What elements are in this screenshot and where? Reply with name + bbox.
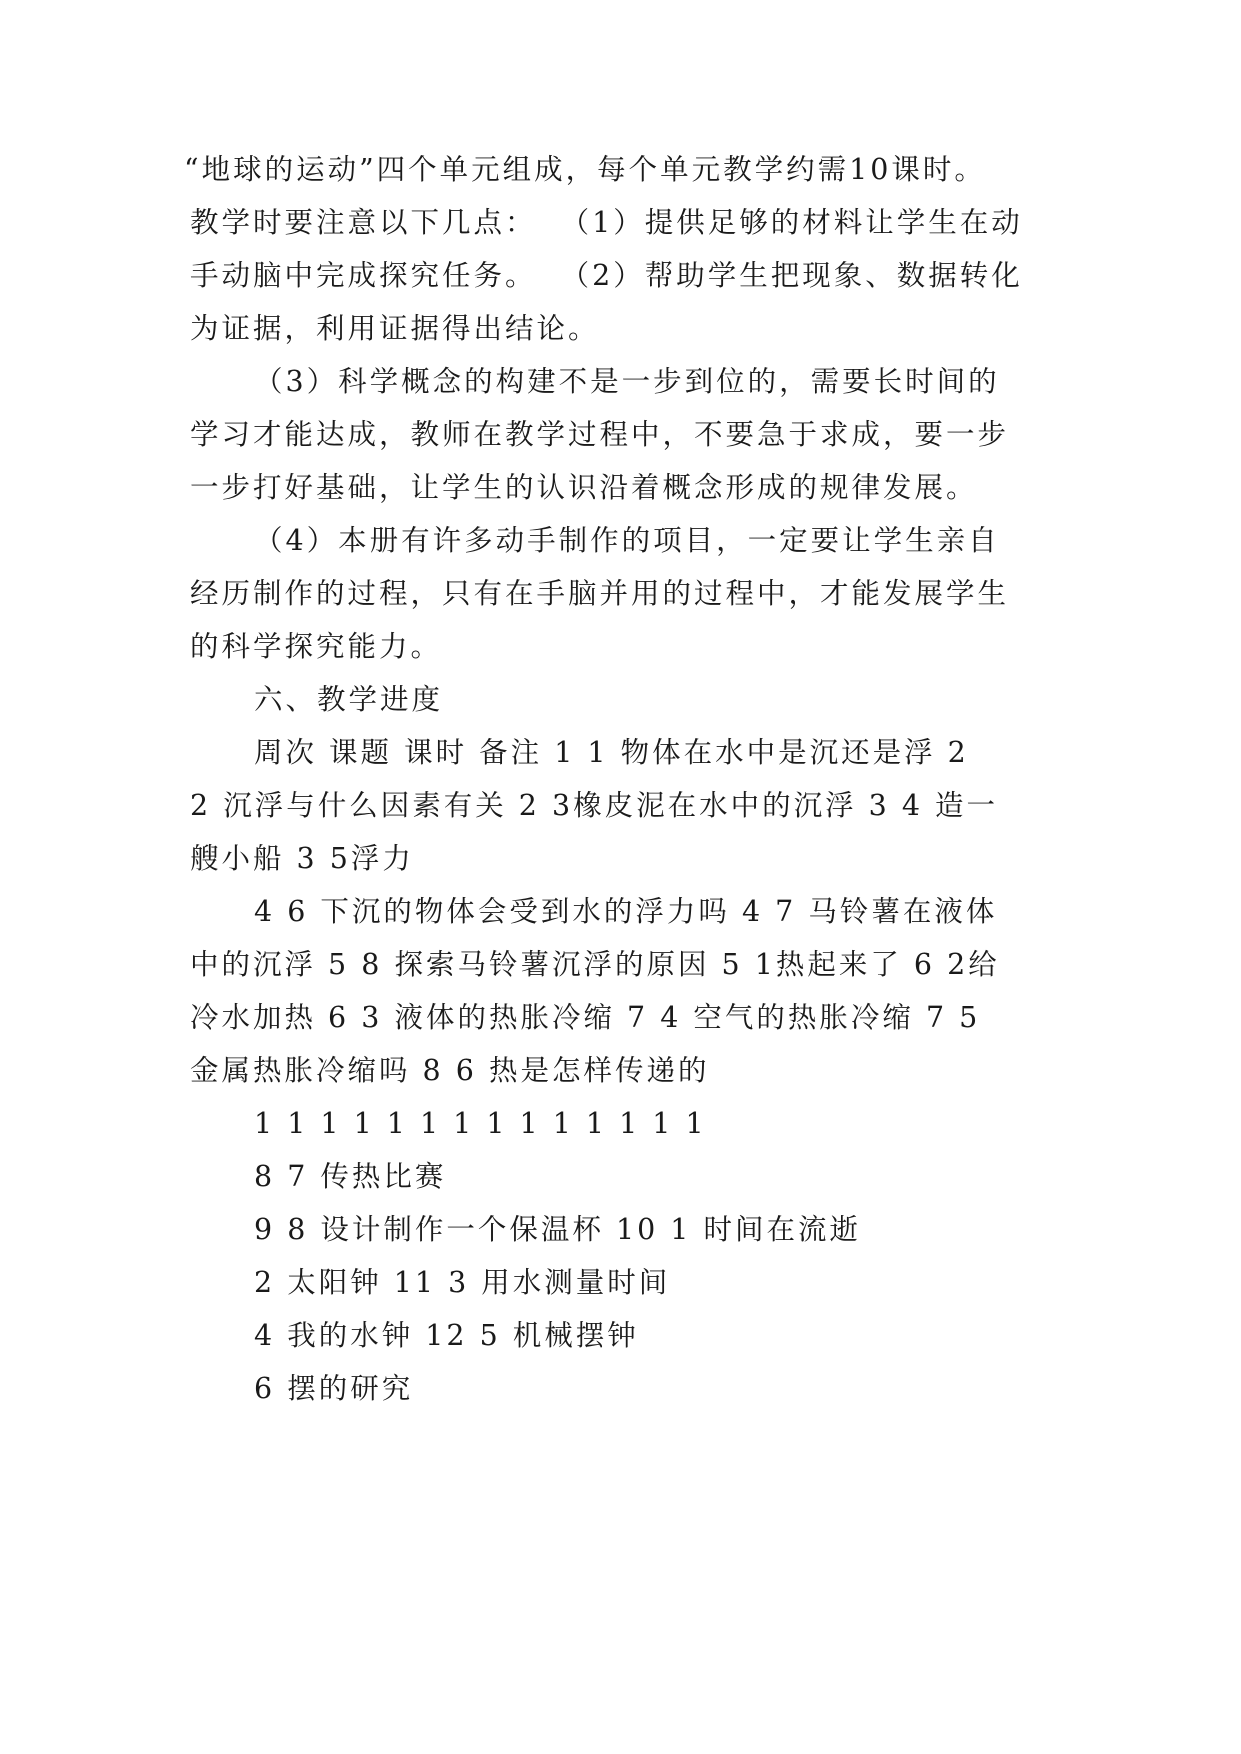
- text-line: 2 沉浮与什么因素有关 2 3橡皮泥在水中的沉浮 3 4 造一: [190, 789, 999, 822]
- text-line: 1 1 1 1 1 1 1 1 1 1 1 1 1 1: [254, 1107, 707, 1140]
- text-line: 的科学探究能力。: [190, 630, 443, 663]
- text-line: 8 7 传热比赛: [254, 1160, 447, 1193]
- text-line: 6 摆的研究: [254, 1372, 414, 1405]
- text-line: 学习才能达成，教师在教学过程中，不要急于求成，要一步: [190, 418, 1010, 451]
- text-line: 4 我的水钟 12 5 机械摆钟: [254, 1319, 639, 1352]
- text-line: （4）本册有许多动手制作的项目，一定要让学生亲自: [254, 524, 1000, 557]
- text-line: （3）科学概念的构建不是一步到位的，需要长时间的: [254, 365, 1000, 398]
- text-line: 4 6 下沉的物体会受到水的浮力吗 4 7 马铃薯在液体: [254, 895, 998, 928]
- text-line: 中的沉浮 5 8 探索马铃薯沉浮的原因 5 1热起来了 6 2给: [190, 948, 1000, 981]
- text-line: 2 太阳钟 11 3 用水测量时间: [254, 1266, 671, 1299]
- text-line: 为证据，利用证据得出结论。: [190, 312, 600, 345]
- text-line: 手动脑中完成探究任务。 （2）帮助学生把现象、数据转化: [190, 259, 1023, 292]
- text-line: 金属热胀冷缩吗 8 6 热是怎样传递的: [190, 1054, 710, 1087]
- section-heading: 六、教学进度: [254, 683, 444, 716]
- text-line: 一步打好基础，让学生的认识沿着概念形成的规律发展。: [190, 471, 978, 504]
- text-line: 经历制作的过程，只有在手脑并用的过程中，才能发展学生: [190, 577, 1010, 610]
- text-line: 9 8 设计制作一个保温杯 10 1 时间在流逝: [254, 1213, 861, 1246]
- text-line: 冷水加热 6 3 液体的热胀冷缩 7 4 空气的热胀冷缩 7 5: [190, 1001, 981, 1034]
- text-line: “地球的运动”四个单元组成，每个单元教学约需10课时。: [184, 153, 986, 186]
- text-line: 艘小船 3 5浮力: [190, 842, 414, 875]
- text-line: 周次 课题 课时 备注 1 1 物体在水中是沉还是浮 2: [254, 736, 969, 769]
- text-line: 教学时要注意以下几点： （1）提供足够的材料让学生在动: [190, 206, 1023, 239]
